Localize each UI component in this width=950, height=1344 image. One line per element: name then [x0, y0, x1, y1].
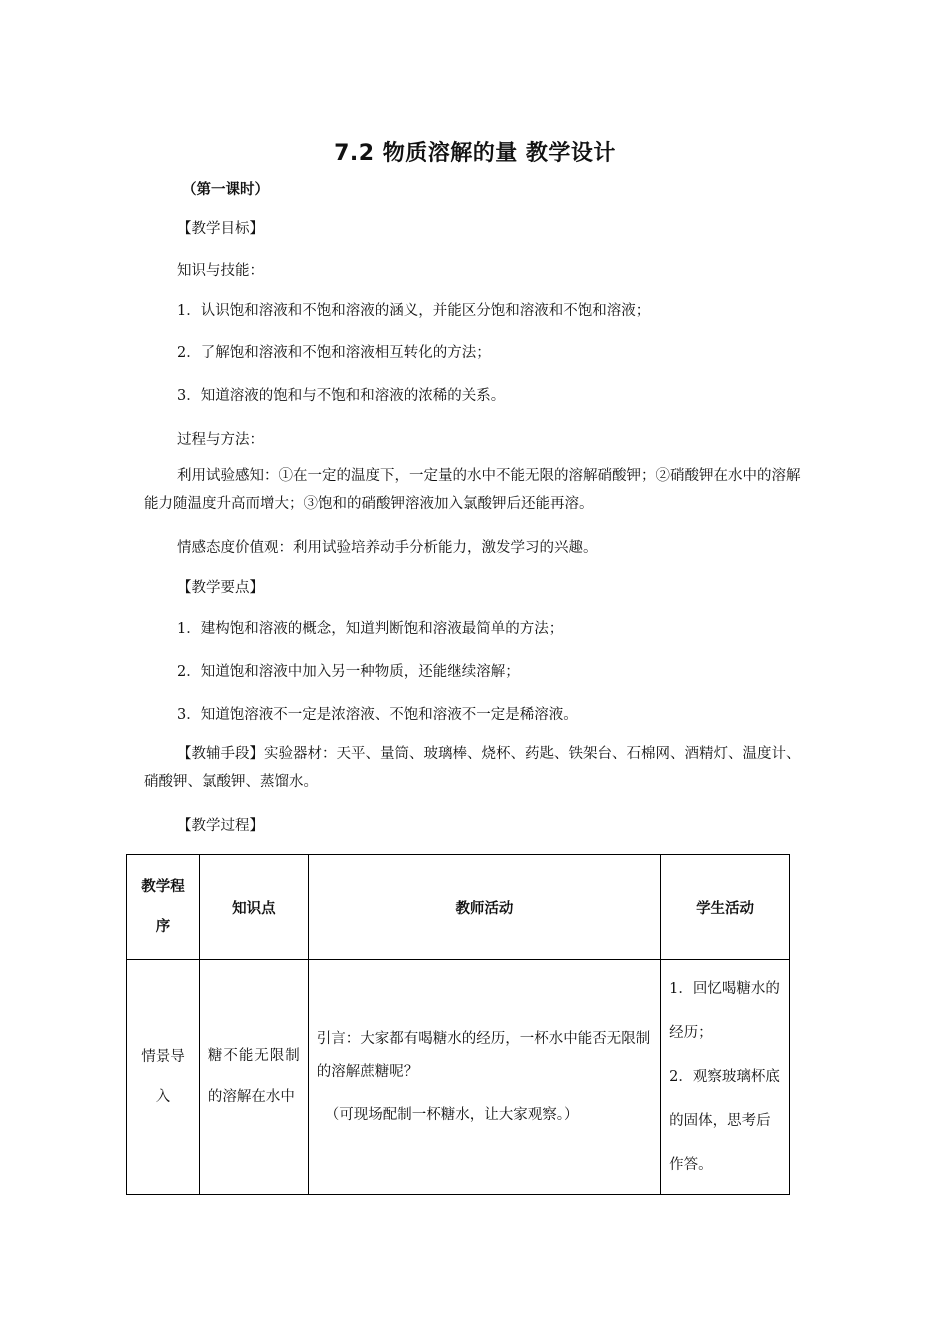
- aids-paragraph: [144, 740, 804, 796]
- emotion-text: 情感态度价值观：利用试验培养动手分析能力，激发学习的兴趣。: [177, 540, 598, 556]
- teaching-process-table: [126, 854, 790, 1195]
- document-title: 7.2 物质溶解的量 教学设计: [334, 141, 616, 166]
- aids-label: 【教辅手段】: [177, 746, 264, 762]
- teacher-note: （可现场配制一杯糖水，让大家观察。）: [324, 1106, 579, 1123]
- process-heading: 【教学过程】: [177, 818, 264, 834]
- knowledge-heading: 知识与技能：: [177, 263, 264, 279]
- teacher-intro: 引言：大家都有喝糖水的经历，一杯水中能否无限制的溶解蔗糖呢？: [316, 1030, 651, 1080]
- knowledge-item-1: 1．认识饱和溶液和不饱和溶液的涵义，并能区分饱和溶液和不饱和溶液；: [177, 303, 651, 319]
- student-activity-1: 1．回忆喝糖水的经历；: [669, 981, 780, 1041]
- header-knowledge: 知识点: [199, 855, 308, 960]
- row-knowledge: 糖不能无限制的溶解在水中: [199, 960, 308, 1195]
- key-points-heading: 【教学要点】: [177, 580, 264, 596]
- knowledge-item-3: 3．知道溶液的饱和与不饱和和溶液的浓稀的关系。: [177, 388, 506, 404]
- student-activity-2: 2．观察玻璃杯底的固体，思考后作答。: [669, 1069, 780, 1173]
- row-student-activity: [661, 960, 790, 1195]
- row-step: 情景导入: [127, 960, 200, 1195]
- table-row: [127, 960, 790, 1195]
- key-point-3: 3．知道饱溶液不一定是浓溶液、不饱和溶液不一定是稀溶液。: [177, 707, 578, 723]
- header-teacher: 教师活动: [308, 855, 660, 960]
- header-student: 学生活动: [661, 855, 790, 960]
- table-header-row: [127, 855, 790, 960]
- process-method-heading: 过程与方法：: [177, 432, 264, 448]
- row-teacher-activity: [308, 960, 660, 1195]
- knowledge-item-2: 2．了解饱和溶液和不饱和溶液相互转化的方法；: [177, 345, 491, 361]
- lesson-period: （第一课时）: [182, 182, 269, 198]
- process-method-text: 利用试验感知：①在一定的温度下，一定量的水中不能无限的溶解硝酸钾；②硝酸钾在水中的溶解能力随温度升高而增大；③饱和的硝酸钾溶液加入氯酸钾后还能再溶。: [144, 468, 801, 512]
- key-point-2: 2．知道饱和溶液中加入另一种物质，还能继续溶解；: [177, 664, 520, 680]
- objectives-heading: 【教学目标】: [177, 221, 264, 237]
- header-step: 教学程序: [127, 855, 200, 960]
- key-point-1: 1．建构饱和溶液的概念，知道判断饱和溶液最简单的方法；: [177, 621, 564, 637]
- aids-text: 实验器材：天平、量筒、玻璃棒、烧杯、药匙、铁架台、石棉网、酒精灯、温度计、硝酸钾、氯酸钾、蒸馏水。: [144, 746, 801, 790]
